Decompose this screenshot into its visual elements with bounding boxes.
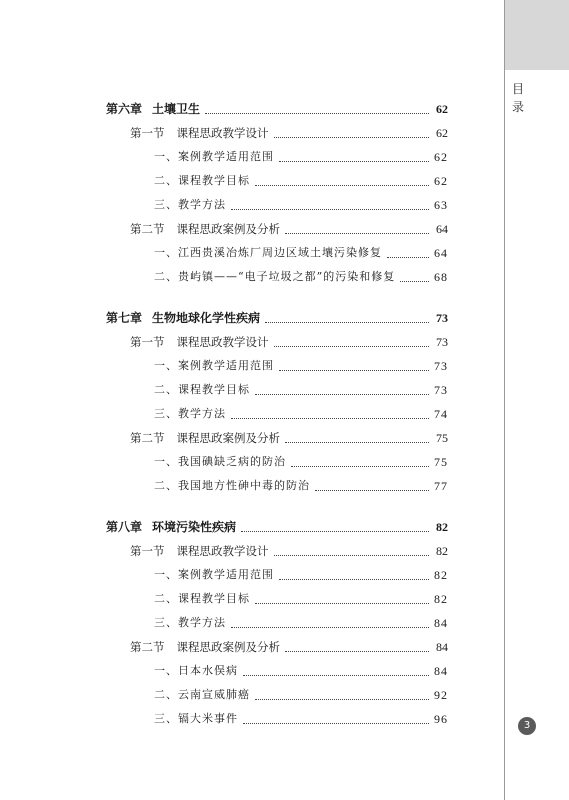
entry-title: 三、教学方法 — [154, 198, 226, 211]
page-number: 75 — [436, 431, 448, 445]
toc-item-entry[interactable] — [154, 474, 448, 494]
leader-dots — [231, 626, 429, 628]
toc-item-entry[interactable] — [154, 611, 448, 631]
page-number: 75 — [434, 455, 448, 469]
page-number: 73 — [436, 335, 448, 349]
page-number: 96 — [434, 712, 448, 726]
page-number: 82 — [434, 592, 448, 606]
entry-title: 一、案例教学适用范围 — [154, 150, 274, 163]
page-edge-divider — [504, 0, 505, 800]
entry-title: 课程思政案例及分析 — [176, 640, 280, 654]
leader-dots — [315, 489, 429, 491]
side-tab — [505, 0, 569, 70]
leader-dots — [285, 441, 429, 443]
toc-item-entry[interactable] — [154, 659, 448, 679]
chapter-number: 第八章 — [106, 520, 143, 534]
page-number: 62 — [434, 150, 448, 164]
leader-dots — [243, 722, 429, 724]
entry-title: 二、课程教学目标 — [154, 592, 250, 605]
page-number: 92 — [434, 688, 448, 702]
page-number: 82 — [436, 544, 448, 558]
entry-title: 课程思政教学设计 — [176, 126, 269, 140]
section-number: 第一节 — [130, 335, 165, 349]
leader-dots — [279, 578, 429, 580]
toc-item-entry[interactable] — [154, 354, 448, 374]
toc-item-entry[interactable] — [154, 145, 448, 165]
entry-title: 课程思政教学设计 — [176, 544, 269, 558]
page-number: 82 — [436, 520, 448, 534]
page-number: 77 — [434, 479, 448, 493]
leader-dots — [274, 136, 430, 138]
toc-item-entry[interactable] — [154, 402, 448, 422]
leader-dots — [291, 465, 429, 467]
page-number: 64 — [434, 246, 448, 260]
leader-dots — [285, 650, 429, 652]
page-number: 74 — [434, 407, 448, 421]
page-number: 84 — [434, 616, 448, 630]
leader-dots — [231, 208, 429, 210]
entry-title: 二、贵屿镇——“电子垃圾之都”的污染和修复 — [154, 270, 396, 283]
page-number: 68 — [434, 270, 448, 284]
entry-title: 一、日本水俣病 — [154, 664, 238, 677]
leader-dots — [285, 232, 429, 234]
leader-dots — [279, 369, 429, 371]
toc-item-entry[interactable] — [154, 707, 448, 727]
page-number: 64 — [436, 222, 448, 236]
entry-title: 三、镉大米事件 — [154, 712, 238, 725]
entry-title: 三、教学方法 — [154, 407, 226, 420]
section-number: 第一节 — [130, 126, 165, 140]
toc-item-entry[interactable] — [154, 683, 448, 703]
entry-title: 土壤卫生 — [152, 102, 201, 116]
toc-section-entry[interactable] — [130, 539, 448, 559]
toc-chapter-entry[interactable] — [106, 306, 448, 326]
section-label — [510, 80, 526, 116]
entry-title: 二、课程教学目标 — [154, 383, 250, 396]
entry-title: 课程思政案例及分析 — [176, 431, 280, 445]
toc-item-entry[interactable] — [154, 587, 448, 607]
leader-dots — [241, 530, 429, 532]
leader-dots — [274, 345, 430, 347]
toc-section-entry[interactable] — [130, 635, 448, 655]
entry-title: 一、我国碘缺乏病的防治 — [154, 455, 286, 468]
leader-dots — [243, 674, 429, 676]
leader-dots — [400, 280, 429, 282]
page-number: 73 — [434, 383, 448, 397]
page-number: 84 — [436, 640, 448, 654]
leader-dots — [255, 602, 429, 604]
leader-dots — [255, 184, 429, 186]
page-number: 62 — [436, 102, 448, 116]
entry-title: 二、云南宣威肺癌 — [154, 688, 250, 701]
toc-item-entry[interactable] — [154, 169, 448, 189]
leader-dots — [387, 256, 429, 258]
toc-section-entry[interactable] — [130, 217, 448, 237]
section-number: 第一节 — [130, 544, 165, 558]
entry-title: 一、案例教学适用范围 — [154, 359, 274, 372]
leader-dots — [205, 112, 429, 114]
leader-dots — [279, 160, 429, 162]
page-number: 73 — [436, 311, 448, 325]
toc-item-entry[interactable] — [154, 241, 448, 261]
page-number: 62 — [436, 126, 448, 140]
page-number: 63 — [434, 198, 448, 212]
entry-title: 一、江西贵溪冶炼厂周边区域土壤污染修复 — [154, 246, 382, 259]
section-number: 第二节 — [130, 640, 165, 654]
section-label-char: 目 — [511, 82, 524, 96]
page-number: 62 — [434, 174, 448, 188]
entry-title: 一、案例教学适用范围 — [154, 568, 274, 581]
toc-section-entry[interactable] — [130, 330, 448, 350]
chapter-number: 第七章 — [106, 311, 143, 325]
leader-dots — [274, 554, 430, 556]
leader-dots — [255, 393, 429, 395]
section-number: 第二节 — [130, 222, 165, 236]
toc-item-entry[interactable] — [154, 378, 448, 398]
leader-dots — [265, 321, 429, 323]
leader-dots — [255, 698, 429, 700]
toc-chapter-entry[interactable] — [106, 515, 448, 535]
toc-chapter-entry[interactable] — [106, 97, 448, 117]
entry-title: 三、教学方法 — [154, 616, 226, 629]
section-label-char: 录 — [511, 100, 524, 114]
entry-title: 二、课程教学目标 — [154, 174, 250, 187]
page-number: 84 — [434, 664, 448, 678]
toc-item-entry[interactable] — [154, 193, 448, 213]
page-number-badge: 3 — [518, 717, 536, 735]
toc-item-entry[interactable] — [154, 450, 448, 470]
entry-title: 课程思政教学设计 — [176, 335, 269, 349]
entry-title: 二、我国地方性砷中毒的防治 — [154, 479, 310, 492]
section-number: 第二节 — [130, 431, 165, 445]
toc-section-entry[interactable] — [130, 426, 448, 446]
entry-title: 生物地球化学性疾病 — [152, 311, 261, 325]
page-number: 73 — [434, 359, 448, 373]
toc-item-entry[interactable] — [154, 265, 448, 285]
chapter-number: 第六章 — [106, 102, 143, 116]
leader-dots — [231, 417, 429, 419]
toc-section-entry[interactable] — [130, 121, 448, 141]
page-number: 82 — [434, 568, 448, 582]
toc-item-entry[interactable] — [154, 563, 448, 583]
entry-title: 课程思政案例及分析 — [176, 222, 280, 236]
entry-title: 环境污染性疾病 — [152, 520, 237, 534]
